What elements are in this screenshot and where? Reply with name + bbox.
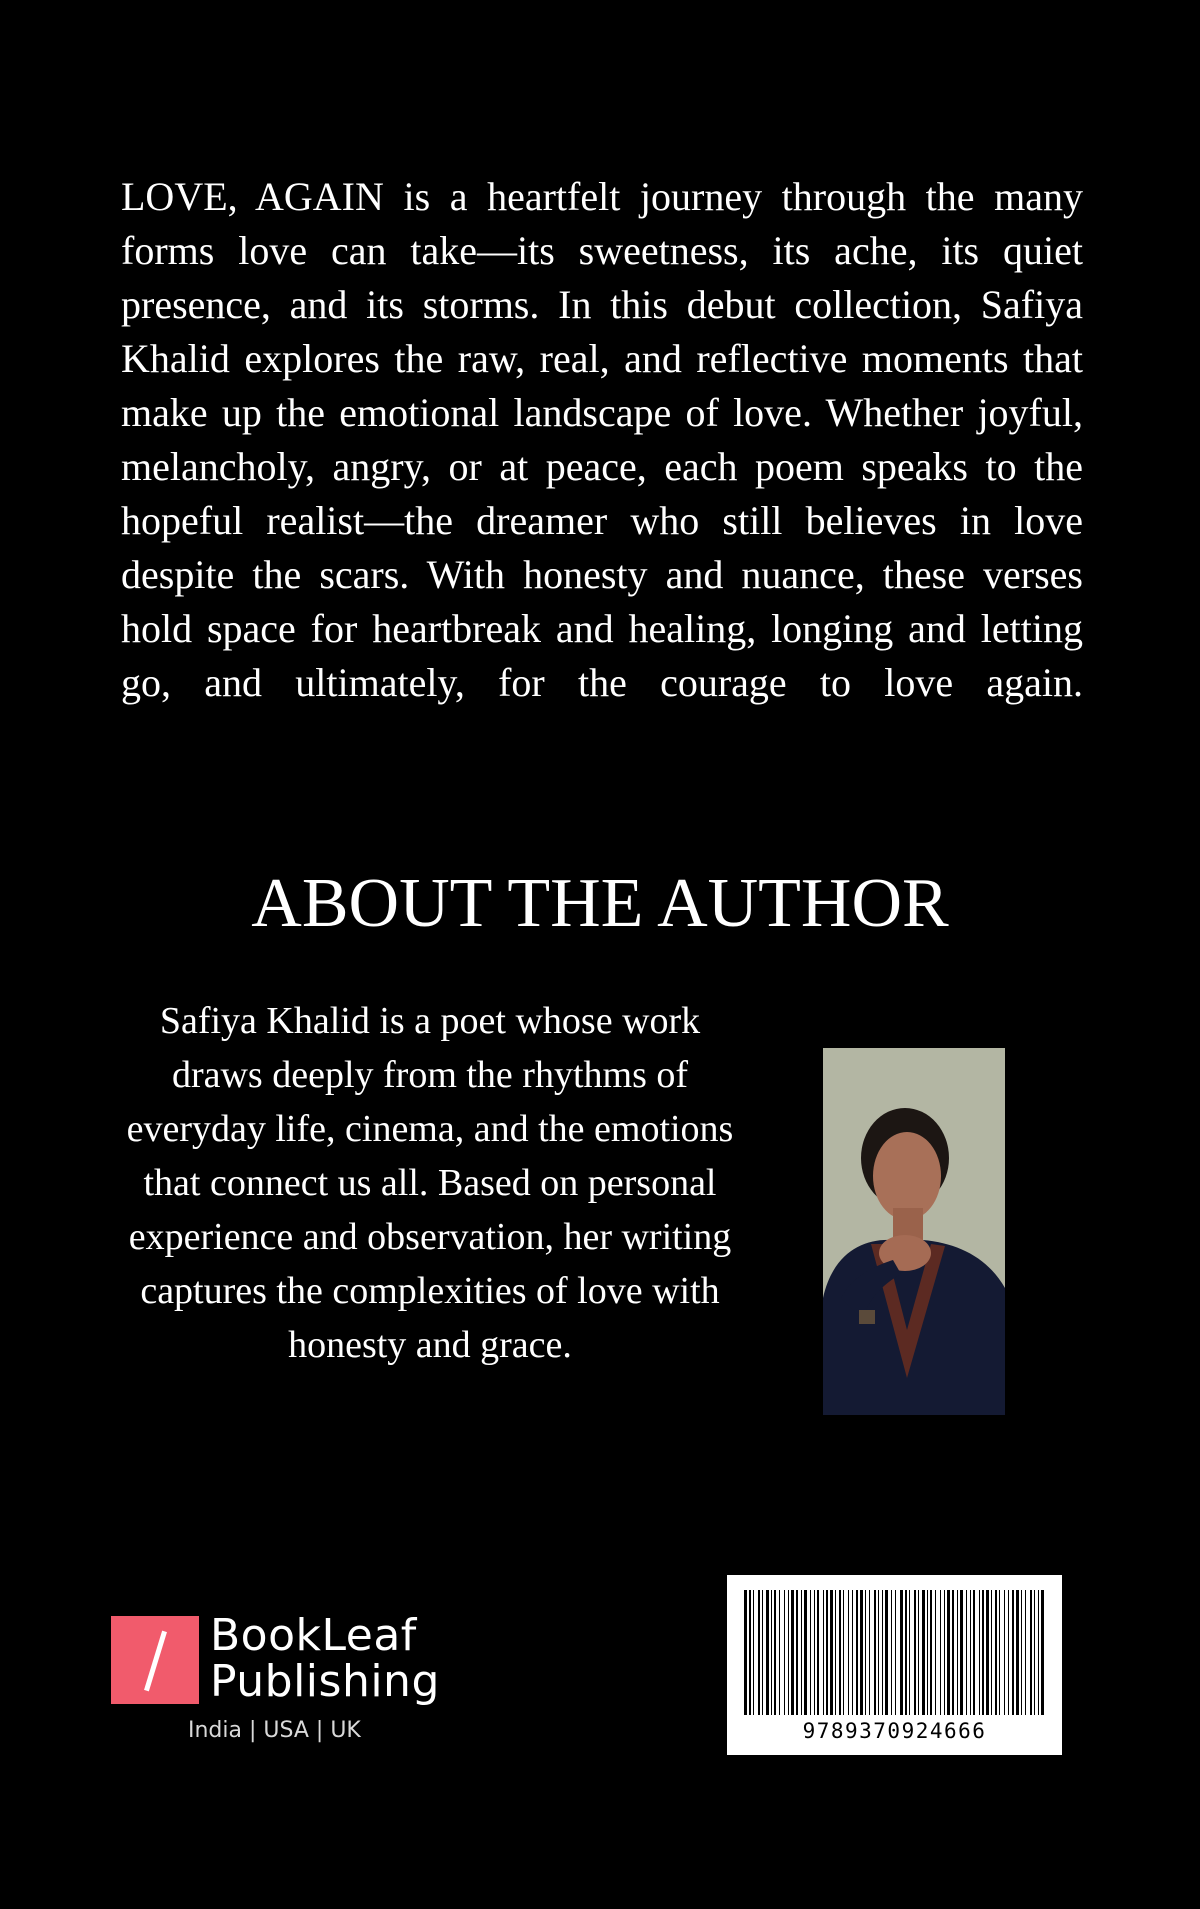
barcode-bar (1012, 1590, 1014, 1715)
barcode-bar (796, 1590, 798, 1715)
barcode-bar (771, 1590, 772, 1715)
barcode-bar (957, 1590, 958, 1715)
author-portrait-image (823, 1048, 1005, 1415)
barcode-bar (1041, 1590, 1044, 1715)
barcode-bar (891, 1590, 892, 1715)
barcode-bar (995, 1590, 997, 1715)
barcode-bar (1016, 1590, 1019, 1715)
barcode-bar (905, 1590, 907, 1715)
barcode-bar (865, 1590, 866, 1715)
barcode-bar (900, 1590, 903, 1715)
barcode-bar (966, 1590, 967, 1715)
barcode-bar (935, 1590, 936, 1715)
barcode-bar (774, 1590, 776, 1715)
publisher-name-line1: BookLeaf (210, 1610, 417, 1661)
barcode-bar (856, 1590, 858, 1715)
barcode-bar (922, 1590, 925, 1715)
barcode-bar (860, 1590, 863, 1715)
barcode-bar (1004, 1590, 1005, 1715)
barcode-bar (848, 1590, 849, 1715)
barcode-bar (1038, 1590, 1039, 1715)
barcode-bar (982, 1590, 984, 1715)
barcode-bar (1021, 1590, 1022, 1715)
barcode-bar (839, 1590, 841, 1715)
barcode-bar (784, 1590, 785, 1715)
barcode-bar (999, 1590, 1000, 1715)
barcode-bar (830, 1590, 833, 1715)
barcode-bar (852, 1590, 853, 1715)
barcode-bar (882, 1590, 883, 1715)
isbn-barcode (727, 1575, 1062, 1755)
barcode-bar (970, 1590, 971, 1715)
barcode-bar (779, 1590, 780, 1715)
barcode-bar (944, 1590, 945, 1715)
barcode-bar (826, 1590, 828, 1715)
barcode-bar (952, 1590, 954, 1715)
barcode-bar (758, 1590, 760, 1715)
barcode-bar (940, 1590, 941, 1715)
barcode-bar (814, 1590, 815, 1715)
book-blurb: LOVE, AGAIN is a heartfelt journey through the many forms love can take—its sweetness, its ache, its quiet presence, and its storms. In this debut collection, Safiya Khalid explores the raw, real, and reflective moments that make up the emotional landscape of love. Whether joyful, melancholy, angry, or at peace, each poem speaks to the hopeful realist—the dreamer who still believes in love despite the scars. With honesty and nuance, these verses hold space for heartbreak and healing, longing and letting go, and ultimately, for the courage to love again. (121, 174, 1083, 705)
barcode-bar (918, 1590, 919, 1715)
barcode-bar (986, 1590, 989, 1715)
isbn-number: 9789370924666 (802, 1719, 987, 1743)
barcode-bar (979, 1590, 980, 1715)
barcode-bar (909, 1590, 910, 1715)
barcode-bar (791, 1590, 794, 1715)
barcode-bar (762, 1590, 763, 1715)
barcode-bar (878, 1590, 879, 1715)
barcode-bar (753, 1590, 754, 1715)
barcode-bar (744, 1590, 747, 1715)
publisher-name-line2: Publishing (210, 1656, 440, 1707)
barcode-bar (869, 1590, 870, 1715)
barcode-bars (742, 1590, 1047, 1715)
barcode-bar (914, 1590, 916, 1715)
barcode-bar (1030, 1590, 1032, 1715)
logo-slash-stroke (144, 1631, 167, 1692)
barcode-bar (1008, 1590, 1009, 1715)
barcode-bar (960, 1590, 963, 1715)
author-photo (823, 1048, 1005, 1415)
barcode-bar (817, 1590, 819, 1715)
barcode-bar (810, 1590, 811, 1715)
barcode-bar (885, 1590, 888, 1715)
barcode-bar (749, 1590, 751, 1715)
barcode-bar (874, 1590, 876, 1715)
barcode-bar (801, 1590, 802, 1715)
barcode-bar (895, 1590, 896, 1715)
publisher-logo (111, 1612, 451, 1752)
barcode-bar (804, 1590, 807, 1715)
publisher-regions: India | USA | UK (188, 1718, 361, 1743)
slash-logo-icon (111, 1616, 199, 1704)
barcode-bar (927, 1590, 928, 1715)
author-bio: Safiya Khalid is a poet whose work draws deeply from the rhythms of everyday life, cinema, and the emotions that connect us all. Based on personal experience and observation, her writing captures the complexities of love with honesty and grace. (126, 1000, 734, 1366)
barcode-bar (973, 1590, 975, 1715)
barcode-bar (766, 1590, 769, 1715)
barcode-bar (930, 1590, 932, 1715)
barcode-bar (788, 1590, 789, 1715)
barcode-bar (1034, 1590, 1035, 1715)
barcode-bar (991, 1590, 992, 1715)
barcode-bar (843, 1590, 844, 1715)
barcode-bar (835, 1590, 836, 1715)
barcode-bar (1025, 1590, 1026, 1715)
barcode-bar (947, 1590, 950, 1715)
barcode-bar (823, 1590, 824, 1715)
about-author-heading: ABOUT THE AUTHOR (251, 865, 949, 942)
